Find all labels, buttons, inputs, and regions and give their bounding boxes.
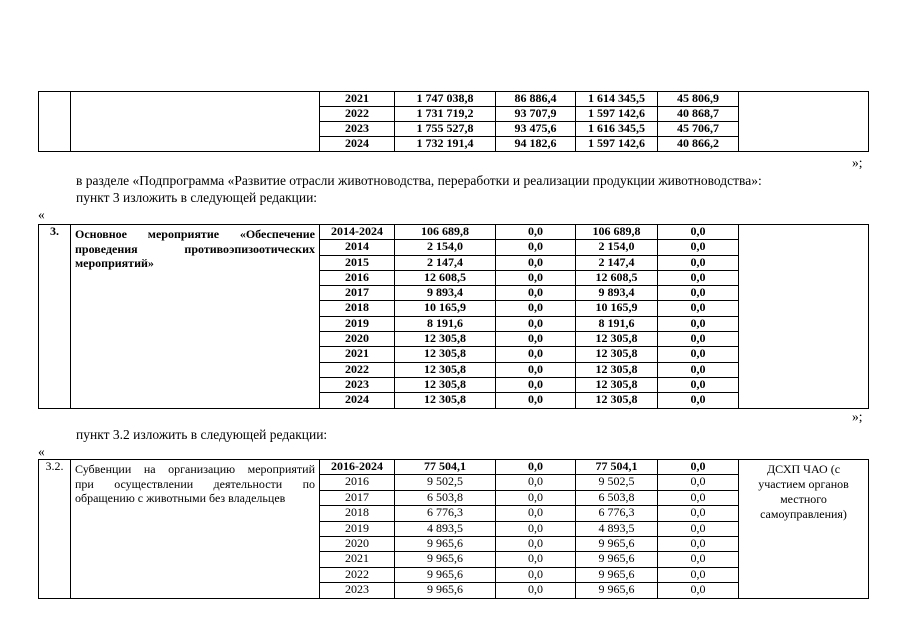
value-cell: 77 504,1 xyxy=(576,460,658,475)
value-cell: 0,0 xyxy=(496,377,576,392)
value-cell: 2 147,4 xyxy=(395,255,496,270)
point-3-2-instruction: пункт 3.2 изложить в следующей редакции: xyxy=(76,427,328,442)
year-cell: 2020 xyxy=(320,332,395,347)
value-cell: 0,0 xyxy=(496,286,576,301)
value-cell: 12 305,8 xyxy=(395,377,496,392)
value-cell: 0,0 xyxy=(496,347,576,362)
value-cell: 0,0 xyxy=(658,347,739,362)
value-cell: 94 182,6 xyxy=(496,137,576,152)
value-cell: 9 965,6 xyxy=(395,552,496,567)
value-cell: 8 191,6 xyxy=(395,316,496,331)
value-cell: 0,0 xyxy=(496,460,576,475)
value-cell: 1 732 191,4 xyxy=(395,137,496,152)
value-cell: 86 886,4 xyxy=(496,92,576,107)
description-cell xyxy=(71,92,320,152)
value-cell: 0,0 xyxy=(658,475,739,490)
year-cell: 2023 xyxy=(320,122,395,137)
value-cell: 0,0 xyxy=(496,583,576,598)
year-cell: 2023 xyxy=(320,377,395,392)
value-cell: 40 866,2 xyxy=(658,137,739,152)
value-cell: 12 608,5 xyxy=(576,270,658,285)
value-cell: 45 706,7 xyxy=(658,122,739,137)
value-cell: 0,0 xyxy=(496,506,576,521)
value-cell: 0,0 xyxy=(496,301,576,316)
value-cell: 1 597 142,6 xyxy=(576,107,658,122)
year-cell: 2014 xyxy=(320,240,395,255)
value-cell: 1 747 038,8 xyxy=(395,92,496,107)
value-cell: 106 689,8 xyxy=(395,225,496,240)
value-cell: 10 165,9 xyxy=(576,301,658,316)
value-cell: 2 147,4 xyxy=(576,255,658,270)
value-cell: 9 965,6 xyxy=(576,552,658,567)
point-3-instruction: пункт 3 изложить в следующей редакции: xyxy=(76,190,318,205)
value-cell: 0,0 xyxy=(496,270,576,285)
value-cell: 0,0 xyxy=(658,362,739,377)
value-cell: 9 502,5 xyxy=(395,475,496,490)
value-cell: 0,0 xyxy=(658,332,739,347)
value-cell: 9 965,6 xyxy=(395,536,496,551)
year-cell: 2022 xyxy=(320,362,395,377)
value-cell: 12 305,8 xyxy=(395,393,496,408)
value-cell: 106 689,8 xyxy=(576,225,658,240)
value-cell: 0,0 xyxy=(658,490,739,505)
value-cell: 45 806,9 xyxy=(658,92,739,107)
value-cell: 0,0 xyxy=(658,567,739,582)
value-cell: 0,0 xyxy=(658,506,739,521)
value-cell: 9 893,4 xyxy=(576,286,658,301)
year-cell: 2024 xyxy=(320,393,395,408)
value-cell: 0,0 xyxy=(496,536,576,551)
value-cell: 0,0 xyxy=(496,316,576,331)
table-point-3-2 xyxy=(38,459,869,599)
year-cell: 2023 xyxy=(320,583,395,598)
description-line: Субвенции на организацию мероприятий xyxy=(75,462,315,476)
year-cell: 2019 xyxy=(320,521,395,536)
year-cell: 2015 xyxy=(320,255,395,270)
value-cell: 6 503,8 xyxy=(395,490,496,505)
value-cell: 0,0 xyxy=(658,552,739,567)
executor-cell xyxy=(739,92,869,152)
value-cell: 1 616 345,5 xyxy=(576,122,658,137)
value-cell: 0,0 xyxy=(496,240,576,255)
description-line: Основное мероприятие «Обеспечение xyxy=(75,227,316,241)
value-cell: 0,0 xyxy=(658,270,739,285)
year-cell: 2022 xyxy=(320,567,395,582)
value-cell: 12 305,8 xyxy=(576,393,658,408)
year-cell: 2018 xyxy=(320,301,395,316)
value-cell: 1 614 345,5 xyxy=(576,92,658,107)
value-cell: 93 707,9 xyxy=(496,107,576,122)
value-cell: 0,0 xyxy=(496,225,576,240)
value-cell: 9 965,6 xyxy=(576,567,658,582)
close-quote: »; xyxy=(852,155,863,170)
value-cell: 6 776,3 xyxy=(395,506,496,521)
value-cell: 0,0 xyxy=(496,521,576,536)
year-cell: 2024 xyxy=(320,137,395,152)
number-cell: 3. xyxy=(39,225,71,409)
value-cell: 0,0 xyxy=(496,255,576,270)
year-cell: 2016-2024 xyxy=(320,460,395,475)
year-cell: 2019 xyxy=(320,316,395,331)
value-cell: 4 893,5 xyxy=(395,521,496,536)
value-cell: 12 305,8 xyxy=(395,362,496,377)
description-cell xyxy=(71,225,320,409)
description-line: мероприятий» xyxy=(75,256,154,270)
close-quote: »; xyxy=(852,409,863,424)
section-intro: в разделе «Подпрограмма «Развитие отрасли животноводства, переработки и реализации продукции животноводства»: xyxy=(76,173,762,188)
value-cell: 77 504,1 xyxy=(395,460,496,475)
table-row xyxy=(39,225,869,240)
value-cell: 9 965,6 xyxy=(395,567,496,582)
year-cell: 2021 xyxy=(320,347,395,362)
year-cell: 2016 xyxy=(320,475,395,490)
description-line: обращению с животными без владельцев xyxy=(75,491,286,505)
value-cell: 0,0 xyxy=(496,393,576,408)
value-cell: 1 597 142,6 xyxy=(576,137,658,152)
table-continuation xyxy=(38,91,869,152)
value-cell: 0,0 xyxy=(658,521,739,536)
executor-cell: ДСХП ЧАО (с участием органов местного самоуправления) xyxy=(739,460,869,599)
value-cell: 0,0 xyxy=(658,316,739,331)
value-cell: 0,0 xyxy=(658,255,739,270)
description-line: проведения противоэпизоотических xyxy=(75,241,315,256)
executor-cell xyxy=(739,225,869,409)
value-cell: 0,0 xyxy=(496,490,576,505)
value-cell: 0,0 xyxy=(658,286,739,301)
table-row xyxy=(39,460,869,475)
value-cell: 9 965,6 xyxy=(576,583,658,598)
year-cell: 2017 xyxy=(320,286,395,301)
year-cell: 2022 xyxy=(320,107,395,122)
value-cell: 12 305,8 xyxy=(576,362,658,377)
value-cell: 1 731 719,2 xyxy=(395,107,496,122)
value-cell: 9 893,4 xyxy=(395,286,496,301)
value-cell: 9 502,5 xyxy=(576,475,658,490)
year-cell: 2021 xyxy=(320,92,395,107)
value-cell: 12 305,8 xyxy=(576,332,658,347)
year-cell: 2021 xyxy=(320,552,395,567)
value-cell: 0,0 xyxy=(496,552,576,567)
open-quote: « xyxy=(38,207,45,222)
table-point-3 xyxy=(38,224,869,409)
open-quote: « xyxy=(38,444,45,459)
value-cell: 4 893,5 xyxy=(576,521,658,536)
value-cell: 12 305,8 xyxy=(395,347,496,362)
value-cell: 2 154,0 xyxy=(395,240,496,255)
value-cell: 0,0 xyxy=(658,536,739,551)
value-cell: 9 965,6 xyxy=(395,583,496,598)
year-cell: 2018 xyxy=(320,506,395,521)
value-cell: 12 305,8 xyxy=(395,332,496,347)
value-cell: 0,0 xyxy=(658,393,739,408)
number-cell: 3.2. xyxy=(39,460,71,599)
year-cell: 2016 xyxy=(320,270,395,285)
value-cell: 6 776,3 xyxy=(576,506,658,521)
value-cell: 10 165,9 xyxy=(395,301,496,316)
value-cell: 0,0 xyxy=(496,362,576,377)
value-cell: 8 191,6 xyxy=(576,316,658,331)
value-cell: 93 475,6 xyxy=(496,122,576,137)
value-cell: 0,0 xyxy=(658,377,739,392)
year-cell: 2017 xyxy=(320,490,395,505)
value-cell: 1 755 527,8 xyxy=(395,122,496,137)
value-cell: 9 965,6 xyxy=(576,536,658,551)
year-cell: 2020 xyxy=(320,536,395,551)
value-cell: 0,0 xyxy=(658,583,739,598)
value-cell: 6 503,8 xyxy=(576,490,658,505)
value-cell: 0,0 xyxy=(496,332,576,347)
value-cell: 0,0 xyxy=(658,240,739,255)
value-cell: 0,0 xyxy=(496,475,576,490)
value-cell: 0,0 xyxy=(658,301,739,316)
description-line: при осуществлении деятельности по xyxy=(75,476,315,491)
value-cell: 2 154,0 xyxy=(576,240,658,255)
description-cell xyxy=(71,460,320,599)
value-cell: 12 305,8 xyxy=(576,377,658,392)
value-cell: 40 868,7 xyxy=(658,107,739,122)
value-cell: 12 608,5 xyxy=(395,270,496,285)
number-cell xyxy=(39,92,71,152)
value-cell: 0,0 xyxy=(658,225,739,240)
year-cell: 2014-2024 xyxy=(320,225,395,240)
value-cell: 0,0 xyxy=(496,567,576,582)
table-row xyxy=(39,92,869,107)
value-cell: 12 305,8 xyxy=(576,347,658,362)
value-cell: 0,0 xyxy=(658,460,739,475)
